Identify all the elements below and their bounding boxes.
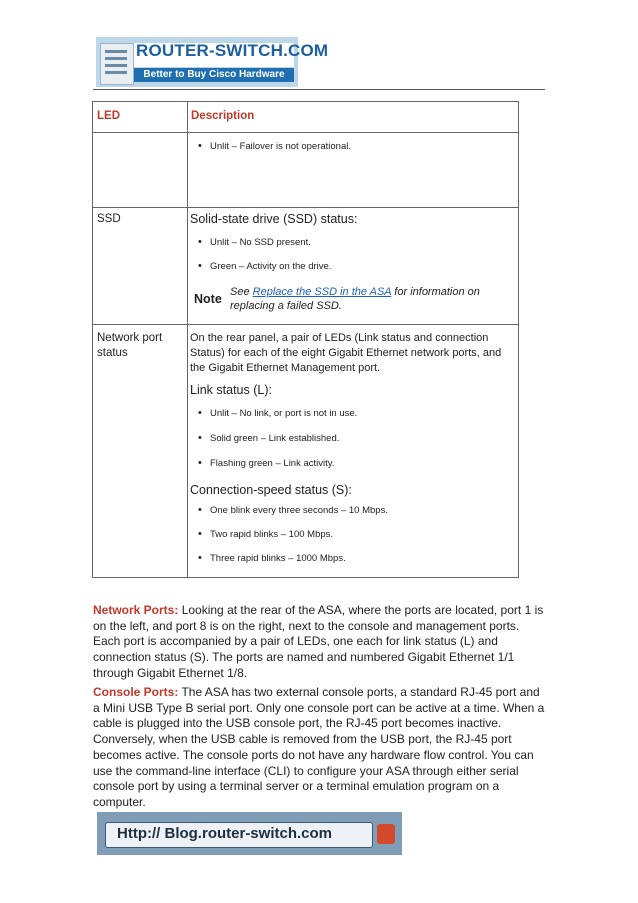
header-divider xyxy=(93,89,545,90)
blog-banner[interactable] xyxy=(97,812,402,855)
network-ports-text: Looking at the rear of the ASA, where the ports are located, port 1 is on the left, and port 8 is on the right, next to the console and management ports. Each port is accompanied by a pair of LEDs, one each for link status (L) and connection status (S). The ports are named and numbered Gigabit Ethernet 1/1 through Gigabit Ethernet 1/8. xyxy=(93,603,544,680)
list-item: • Unlit – No SSD present. xyxy=(210,237,311,248)
list-item: • Green – Activity on the drive. xyxy=(210,261,331,272)
note-text xyxy=(230,285,515,313)
link-status-heading: Link status (L): xyxy=(190,383,272,397)
console-ports-text: The ASA has two external console ports, a standard RJ-45 port and a Mini USB Type B serial port. Only one console port can be active at a time. When a cable is plugged into the USB console port, the RJ-45 port becomes inactive. Conversely, when the USB cable is removed from the USB port, the RJ-45 port becomes active. The console ports do not have any hardware flow control. You can use the command-line interface (CLI) to configure your ASA through either serial console port by using a terminal server or a terminal emulation program on a computer. xyxy=(93,685,545,809)
list-item: • Flashing green – Link activity. xyxy=(210,458,334,469)
list-item: • Two rapid blinks – 100 Mbps. xyxy=(210,529,333,540)
list-item: • One blink every three seconds – 10 Mbps. xyxy=(210,505,388,516)
list-item: • Unlit – No link, or port is not in use. xyxy=(210,408,357,419)
column-header-led: LED xyxy=(97,110,120,122)
list-item: • Three rapid blinks – 1000 Mbps. xyxy=(210,553,346,564)
router-switch-logo[interactable] xyxy=(96,37,329,87)
note-label: Note xyxy=(194,292,222,306)
replace-ssd-link[interactable]: Replace the SSD in the ASA xyxy=(252,286,392,298)
console-ports-paragraph xyxy=(93,685,545,811)
column-header-description: Description xyxy=(191,110,255,122)
list-item: • Solid green – Link established. xyxy=(210,433,339,444)
led-table xyxy=(92,101,519,578)
connection-speed-heading: Connection-speed status (S): xyxy=(190,483,352,497)
network-ports-lead: Network Ports: xyxy=(93,603,179,617)
table-row-divider xyxy=(93,324,518,325)
led-name-ssd: SSD xyxy=(97,213,121,225)
logo-title: ROUTER-SWITCH.COM xyxy=(136,41,329,60)
ssd-intro: Solid-state drive (SSD) status: xyxy=(190,212,358,226)
network-intro: On the rear panel, a pair of LEDs (Link status and connection Status) for each of the eight Gigabit Ethernet network ports, and the Gigabit Ethernet Management port. xyxy=(190,332,502,374)
table-row-divider xyxy=(93,207,518,208)
go-button-icon xyxy=(377,824,395,844)
note-prefix: See xyxy=(230,286,253,298)
table-column-divider xyxy=(187,102,188,577)
list-item: • Unlit – Failover is not operational. xyxy=(210,141,351,152)
network-ports-paragraph xyxy=(93,603,545,682)
console-ports-lead: Console Ports: xyxy=(93,685,179,699)
led-name-network-port-status: Network port status xyxy=(97,332,163,359)
device-image-icon xyxy=(100,43,134,85)
table-row-divider xyxy=(93,132,518,133)
note-suffix: for information on replacing a failed SSD. xyxy=(230,286,480,312)
logo-tagline: Better to Buy Cisco Hardware xyxy=(134,68,294,82)
banner-url: Http:// Blog.router-switch.com xyxy=(117,825,332,842)
